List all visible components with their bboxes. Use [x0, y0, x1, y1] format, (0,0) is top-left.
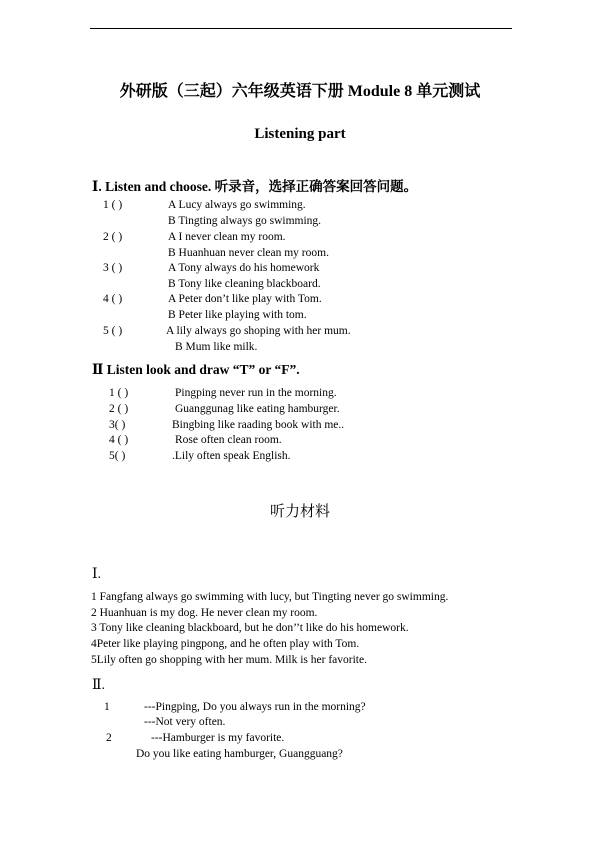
- s1-item2-num: 2 ( ): [103, 231, 123, 243]
- materials-line2: 2 Huanhuan is my dog. He never clean my room.: [91, 607, 318, 619]
- dialogue1-line1: ---Pingping, Do you always run in the morning?: [144, 701, 366, 713]
- s1-item5-num: 5 ( ): [103, 325, 123, 337]
- s1-item1-num: 1 ( ): [103, 199, 123, 211]
- s1-item1-a: A Lucy always go swimming.: [168, 199, 306, 211]
- dialogue2-num: 2: [106, 732, 112, 744]
- s2-item4-num: 4 ( ): [109, 434, 129, 446]
- materials-line3: 3 Tony like cleaning blackboard, but he don’’t like do his homework.: [91, 622, 409, 634]
- materials-line4: 4Peter like playing pingpong, and he often play with Tom.: [91, 638, 360, 650]
- s1-item3-b: B Tony like cleaning blackboard.: [168, 278, 321, 290]
- materials-part2-label: Ⅱ.: [92, 678, 106, 693]
- top-rule: [90, 28, 512, 29]
- s1-item1-b: B Tingting always go swimming.: [168, 215, 322, 227]
- section2-heading: Ⅱ Listen look and draw “T” or “F”.: [92, 362, 300, 377]
- dialogue2-line2: Do you like eating hamburger, Guangguang?: [136, 748, 343, 760]
- dialogue1-line2: ---Not very often.: [144, 716, 226, 728]
- page-title: 外研版（三起）六年级英语下册 Module 8 单元测试: [119, 83, 481, 100]
- s1-item2-b: B Huanhuan never clean my room.: [168, 247, 329, 259]
- s2-item5-num: 5( ): [109, 450, 126, 462]
- s1-item4-b: B Peter like playing with tom.: [168, 309, 307, 321]
- dialogue1-num: 1: [104, 701, 110, 713]
- s2-item5-text: .Lily often speak English.: [172, 450, 291, 462]
- s1-item2-a: A I never clean my room.: [168, 231, 286, 243]
- materials-part1-label: Ⅰ.: [92, 567, 102, 582]
- s2-item3-num: 3( ): [109, 419, 126, 431]
- s1-item5-a: A lily always go shoping with her mum.: [166, 325, 351, 337]
- s2-item2-num: 2 ( ): [109, 403, 129, 415]
- page-subtitle: Listening part: [254, 126, 346, 142]
- s2-item3-text: Bingbing like raading book with me..: [172, 419, 345, 431]
- s1-item4-num: 4 ( ): [103, 293, 123, 305]
- s1-item4-a: A Peter don’t like play with Tom.: [168, 293, 322, 305]
- s2-item1-num: 1 ( ): [109, 387, 129, 399]
- s2-item1-text: Pingping never run in the morning.: [175, 387, 337, 399]
- materials-line1: 1 Fangfang always go swimming with lucy, but Tingting never go swimming.: [91, 591, 449, 603]
- s2-item2-text: Guanggunag like eating hamburger.: [175, 403, 340, 415]
- s1-item3-num: 3 ( ): [103, 262, 123, 274]
- materials-heading: 听力材料: [269, 504, 330, 520]
- materials-line5: 5Lily often go shopping with her mum. Milk is her favorite.: [91, 654, 367, 666]
- section1-heading: Ⅰ. Listen and choose. 听录音，选择正确答案回答问题。: [92, 179, 418, 194]
- s2-item4-text: Rose often clean room.: [175, 434, 282, 446]
- s1-item3-a: A Tony always do his homework: [168, 262, 320, 274]
- s1-item5-b: B Mum like milk.: [175, 341, 258, 353]
- dialogue2-line1: ---Hamburger is my favorite.: [151, 732, 285, 744]
